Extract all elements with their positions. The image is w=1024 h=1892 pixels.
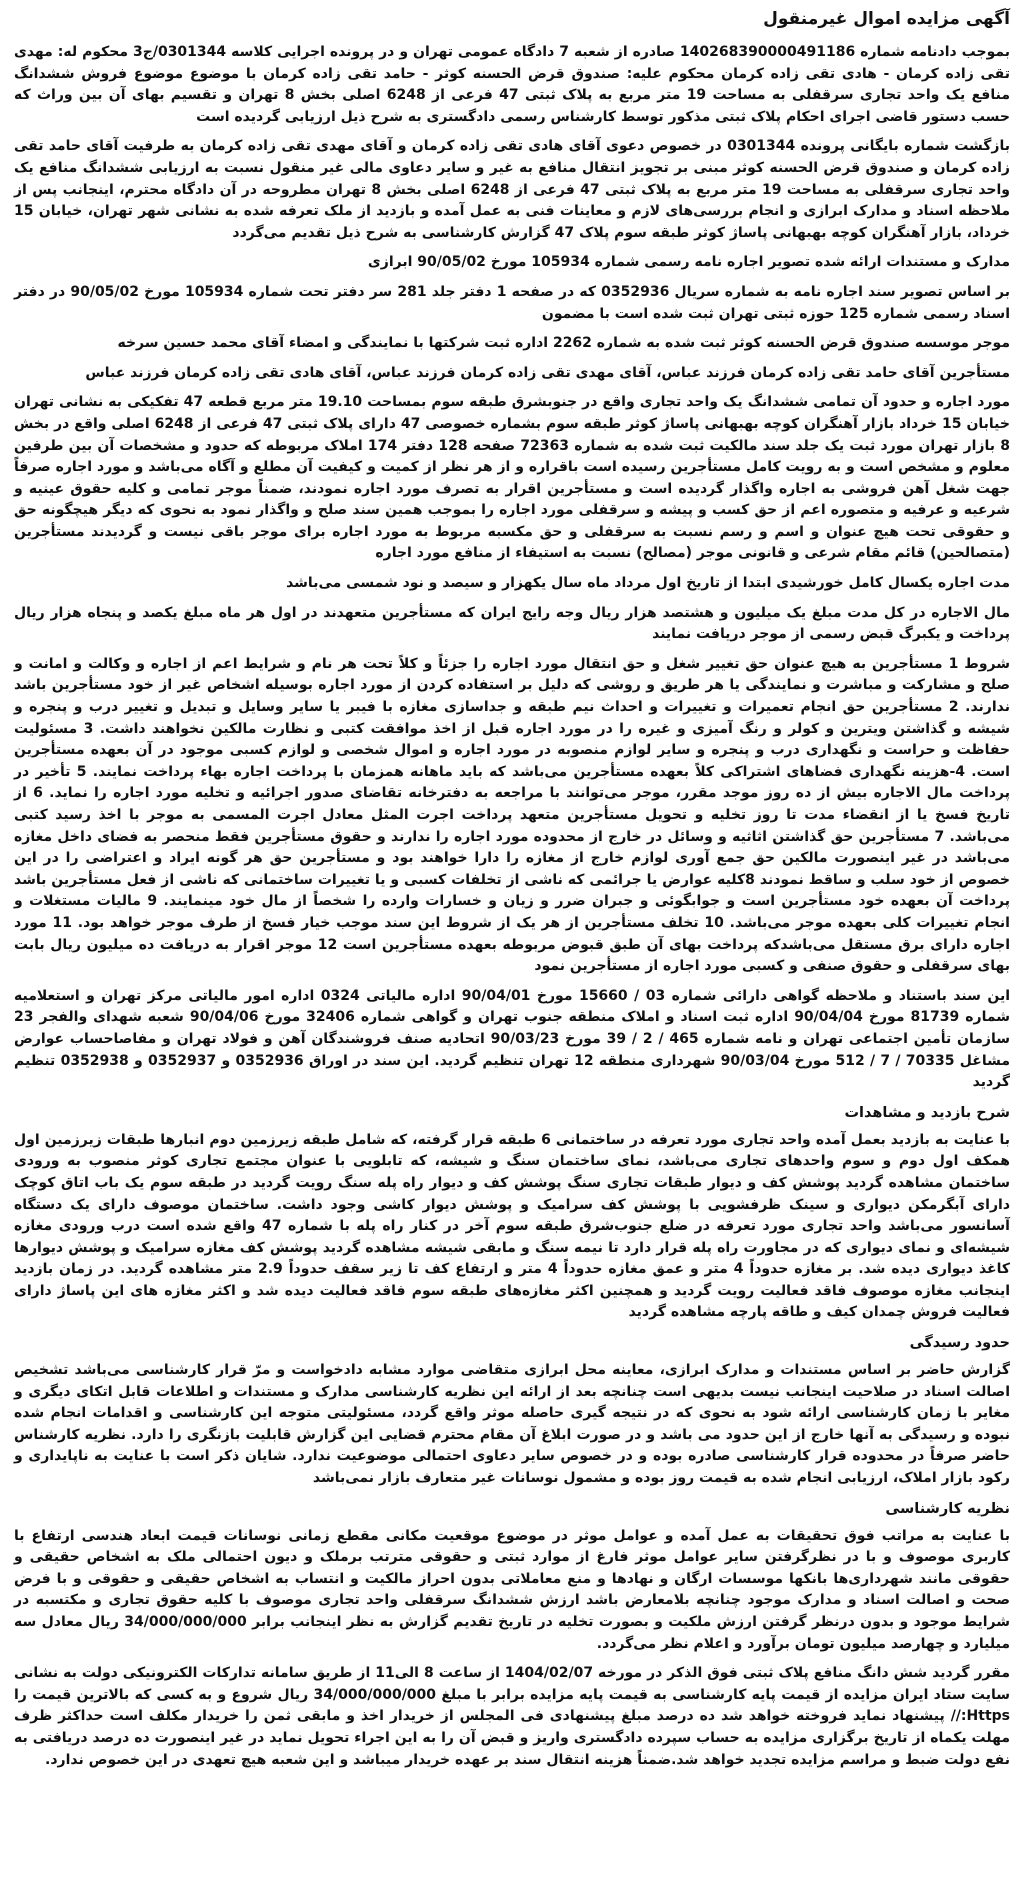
notice-paragraph: با عنایت به بازدید بعمل آمده واحد تجاری مورد تعرفه در ساختمانی 6 طبقه قرار گرفته، که شامل طبقه زیرزمین دوم انبارها طبقات زیرزمین اول همکف اول دوم و سوم واحدهای تجاری می‌باشد، نمای ساختمان سنگ و شیشه، که تابلویی با عنوان مجتمع تجاری کوثر منصوب به ورودی ساختمان مشاهده گردید پوشش کف و دیوار طبقات تجاری سنگ پوشش کف و دیوار راه پله سنگ رویت گردید در طبقه سوم یک باب اتاق کوچک دارای آبگرمکن دیواری و سینک ظرفشویی با پوشش کف سرامیک و پوشش دیوار کاشی وجود داشت. ساختمان موصوف دارای یک دستگاه آسانسور می‌باشد واحد تجاری مورد تعرفه در ضلع جنوب‌شرق طبقه سوم آخر در کنار راه پله با شماره 47 واقع شده است درب ورودی مغازه شیشه‌ای و نمای دیواری که در مجاورت راه پله قرار دارد تا نیمه سنگ و مابقی شیشه مشاهده گردید پوشش کف مغازه سرامیک و پوشش دیوارها کاغذ دیواری دیده شد. بر مغازه حدوداً 4 متر و عمق مغازه حدوداً 4 متر و ارتفاع کف تا زیر سقف حدوداً 2.9 متر مشاهده گردید. در زمان بازدید اینجانب مغازه موصوف فاقد فعالیت رویت گردید و همچنین اکثر مغازه‌های طبقه سوم فاقد فعالیت دیده شد و اکثر مغازه های این پاساژ دارای فعالیت فروش چمدان کیف و طاقه پارچه مشاهده گردید xyxy=(14,1131,1011,1321)
notice-paragraph: بموجب دادنامه شماره 140268390000491186 صادره از شعبه 7 دادگاه عمومی تهران و در پرونده اجرایی کلاسه 0301344/ج3 محکوم له: مهدی تقی زاده کرمان - هادی تقی زاده کرمان محکوم علیه: صندوق قرض الحسنه کوثر - حامد تقی زاده کرمان با موضوع موضوع فروش ششدانگ منافع یک واحد تجاری سرقفلی به مساحت 19 متر مربع به پلاک ثبتی 47 فرعی از 6248 اصلی بخش 8 تهران و تقسیم بهای آن بین وراث که حسب دستور قاضی اجرای احکام پلاک ثبتی مذکور توسط کارشناس رسمی دادگستری به شرح ذیل ارزیابی گردیده است xyxy=(14,44,1011,125)
notice-paragraph: گزارش حاضر بر اساس مستندات و مدارک ابرازی، معاینه محل ابرازی متقاضی موارد مشابه دادخواست و مرّ قرار کارشناسی می‌باشد تشخیص اصالت اسناد در صلاحیت اینجانب نیست بدیهی است چنانچه بعد از ارائه این نظریه کارشناسی مدارک و مستندات و اطلاعات قابل اتکای دیگری و مغایر با زمان کارشناسی ارائه شود به نحوی که در نتیجه گیری حاصله موثر واقع گردد، مسئولیتی متوجه این کارشناسی و اقدامات انجام شده نبوده و رسیدگی به آنها خارج از این حدود می باشد و در صورت ابلاغ آن مقام محترم قضایی این گزارش قابلیت بازنگری را دارد. نظریه کارشناس حاضر صرفاً در محدوده قرار کارشناسی صادره بوده و در خصوص سایر دعاوی احتمالی موضوعیت ندارد. شایان ذکر است با عنایت به ناپایداری و رکود بازار املاک، ارزیابی انجام شده به قیمت روز بوده و مشمول نوسانات غیر متعارف بازار نمی‌باشد xyxy=(14,1362,1010,1487)
section-heading: نظریه کارشناسی xyxy=(885,1500,1010,1517)
notice-paragraph: مدارک و مستندات ارائه شده تصویر اجاره نامه رسمی شماره 105934 مورخ 90/05/02 ابرازی xyxy=(367,254,1010,271)
notice-paragraph: مقرر گردید شش دانگ منافع پلاک ثبتی فوق الذکر در مورخه 1404/02/07 از ساعت 8 الی11 از طریق سامانه تدارکات الکترونیکی دولت به نشانی سایت ستاد ایران مزایده از قیمت پایه کارشناسی به قیمت پایه مزایده برابر با مبلغ 34/000/000/000 ریال شروع و به کسی که بالاترین قیمت را Https:// پیشنهاد نماید فروخته خواهد شد ده درصد مبلغ پیشنهادی فی المجلس از خریدار اخذ و مابقی ثمن را خریدار مکلف است حداکثر ظرف مهلت یکماه از تاریخ برگزاری مزایده به حساب سپرده دادگستری واریز و قبض آن را به این اجراء تحویل نماید در غیر اینصورت ده درصد دریافتی به نفع دولت ضبط و مراسم مزایده تجدید خواهد شد.ضمناً هزینه انتقال سند بر عهده خریدار میباشد و این شعبه هیچ تعهدی در این خصوص ندارد. xyxy=(14,1665,1011,1768)
notice-paragraph: مدت اجاره یکسال کامل خورشیدی ابتدا از تاریخ اول مرداد ماه سال یکهزار و سیصد و نود شمسی می‌باشد xyxy=(286,575,1010,592)
section-heading: حدود رسیدگی xyxy=(909,1335,1010,1352)
notice-paragraph: موجر موسسه صندوق قرض الحسنه کوثر ثبت شده به شماره 2262 اداره ثبت شرکتها با نمایندگی و امضاء آقای محمد حسین سرخه xyxy=(117,335,1010,352)
notice-paragraph: بازگشت شماره بایگانی پرونده 0301344 در خصوص دعوی آقای هادی تقی زاده کرمان و آقای مهدی تقی زاده کرمان به طرفیت آقای حامد تقی زاده کرمان و صندوق قرض الحسنه کوثر مبنی بر تجویز انتقال منافع به غیر و سایر دعاوی مالی غیر منقول نسبت به ارزیابی ششدانگ منافع یک واحد تجاری سرقفلی به مساحت 19 متر مربع به پلاک ثبتی 47 فرعی از 6248 اصلی بخش 8 تهران مطروحه در آن دادگاه محترم، اینجانب پس از ملاحظه اسناد و مدارک ابرازی و انجام بررسی‌های لازم و معاینات فنی به عمل آمده و بازدید از ملک تعرفه شده به نشانی شهر تهران، خیابان 15 خرداد، بازار آهنگران کوچه بهبهانی پاساژ کوثر طبقه سوم پلاک 47 گزارش کارشناسی به شرح ذیل تقدیم می‌گردد xyxy=(14,138,1011,241)
notice-paragraph: مورد اجاره و حدود آن تمامی ششدانگ یک واحد تجاری واقع در جنوبشرق طبقه سوم بمساحت 19.10 متر مربع قطعه 47 تفکیکی به نشانی تهران خیابان 15 خرداد بازار آهنگران کوچه بهبهانی پاساژ کوثر طبقه سوم بشماره خصوصی 47 دارای پلاک ثبتی 47 فرعی از 6248 اصلی واقع در بخش 8 بازار تهران مورد ثبت یک جلد سند مالکیت ثبت شده به شماره 72363 صفحه 128 دفتر 174 املاک مربوطه که حدود و مشخصات آن بین طرفین معلوم و مشخص است و به رویت کامل مستأجرین رسیده است باقراره و از هر نظر از کمیت و کیفیت آن مطلع و آگاه می‌باشد و مورد اجاره صرفاً جهت شغل آهن فروشی به اجاره واگذار گردیده است و مستأجرین اقرار به تصرف مورد اجاره نمودند، ضمناً موجر تمامی و کلیه حقوق عینیه و شرعیه و عرفیه و متصوره اعم از حق کسب و پیشه و سرقفلی مورد اجاره را بموجب همین سند صلح و واگذار نمود به نحوی که دیگر هیچگونه حق و حقوقی تحت هیچ عنوان و اسم و رسم نسبت به سرقفلی و حق مکسبه مربوط به مورد اجاره برای موجر باقی نیست و گردیدند مستأجرین (متصالحین) قائم مقام شرعی و قانونی موجر (مصالح) نسبت به استیفاء از منافع مورد اجاره xyxy=(14,394,1010,562)
section-heading: شرح بازدید و مشاهدات xyxy=(844,1104,1010,1121)
notice-paragraph: شروط 1 مستأجرین به هیچ عنوان حق تغییر شغل و حق انتقال مورد اجاره را جزئاً و کلاً تحت هر نام و شرایط اعم از اجاره و وکالت و امانت و صلح و مشارکت و مباشرت و نمایندگی یا هر طریق و روشی که دلیل بر استفاده کردن از مورد اجاره بوسیله اشخاص غیر از خود مستأجرین باشد ندارند. 2 مستأجرین حق انجام تعمیرات و تغییرات و احداث نیم طبقه و جداسازی مغازه با فیبر یا سایر وسایل و تبدیل و تغییر درب و پنجره و شیشه و گذاشتن ویترین و کولر و رنگ آمیزی و غیره را در مورد اجاره قبل از اخذ موافقت کتبی و نظارت مالکین نخواهند داشت. 3 مسئولیت حفاظت و حراست و نگهداری درب و پنجره و سایر لوازم منصوبه در مورد اجاره و اموال شخصی و لوازم کسبی موجود در آن بعهده مستأجرین است. 4-هزینه نگهداری فضاهای اشتراکی کلاً بعهده مستأجرین می‌باشد که باید ماهانه همزمان با پرداخت اجاره بهاء پرداخت نمایند. 5 تأخیر در پرداخت مال الاجاره بیش از ده روز موجد مقرر، موجر می‌توانند با مراجعه به دفترخانه تقاضای صدور اجرائیه و تخلیه مورد اجاره را نماید. 6 از تاریخ فسخ یا از انقضاء مدت تا روز تخلیه و تحویل مستأجرین متعهد پرداخت اجرت المثل معادل اجرت المسمی به موجر با اخذ رسید کتبی می‌باشد. 7 مستأجرین حق گذاشتن اثاثیه و وسائل در خارج از محدوده مورد اجاره را ندارند و حقوق مستأجرین فقط منحصر به فضای داخل مغازه می‌باشد در غیر اینصورت مالکین حق جمع آوری لوازم خارج از مغازه را دارا خواهند بود و مستأجرین حق هر گونه ایراد و اعتراضی را در این خصوص از خود سلب و ساقط نمودند 8کلیه عوارض یا جرائمی که ناشی از تخلفات کسبی و یا تغییرات ساختمانی که ناشی از فعل مستأجرین باشد پرداخت آن بعهده خود مستأجرین است و جوابگوئی و جبران ضرر و زیان و خسارات وارده را شخصاً از مال خود مینمایند. 9 مالیات مستغلات و انجام تغییرات کلی بعهده موجر می‌باشد. 10 تخلف مستأجرین از هر یک از شروط این سند موجب خیار فسخ از طرف موجر خواهد بود. 11 مورد اجاره دارای برق مستقل می‌باشدکه پرداخت بهای آن طبق قبوض مربوطه بعهده مستأجرین است 12 موجر اقرار به دریافت ده میلیون ریال بابت بهای سرقفلی و حقوق صنفی و کسبی مورد اجاره از مستأجرین نمود xyxy=(14,655,1011,975)
notice-title: آگهی مزایده اموال غیرمنقول xyxy=(763,9,1010,29)
notice-body xyxy=(14,42,1010,1771)
notice-paragraph: این سند باستناد و ملاحظه گواهی دارائی شماره 03 / 15660 مورخ 90/04/01 اداره مالیاتی 0324 اداره امور مالیاتی مرکز تهران و استعلامیه شماره 81739 مورخ 90/04/04 اداره ثبت اسناد و املاک منطقه جنوب تهران و گواهی شماره 32406 مورخ 90/04/06 شعبه شهدای والفجر 23 سازمان تأمین اجتماعی تهران و نامه شماره 465 / 2 / 39 مورخ 90/03/23 اتحادیه صنف فروشندگان آهن و فولاد تهران و مفاصاحساب عوارض مشاغل 70335 / 7 / 512 مورخ 90/03/04 شهرداری منطقه 12 تهران تنظیم گردید. این سند در اوراق 0352936 و 0352937 و 0352938 تنظیم گردید xyxy=(14,987,1011,1091)
notice-paragraph: مستأجرین آقای حامد تقی زاده کرمان فرزند عباس، آقای مهدی تقی زاده کرمان فرزند عباس، آقای هادی تقی زاده کرمان فرزند عباس xyxy=(85,364,1010,381)
notice-paragraph: با عنایت به مراتب فوق تحقیقات به عمل آمده و عوامل موثر در موضوع موقعیت مکانی مقطع زمانی نوسانات قیمت ابعاد هندسی ارتفاع با کاربری موصوف و با در نظرگرفتن سایر عوامل موثر فارغ از موارد ثبتی و حقوقی مترتب برملک و دیون احتمالی ملک به اشخاص حقیقی و حقوقی مانند شهرداری‌ها بانکها موسسات ارگان و نهادها و منع معاملاتی بدون احراز مالکیت و انتساب به اشخاص حقیقی و حقوقی و با فرض صحت و اصالت اسناد و مدارک موجود چنانچه بلامعارض باشد ارزش ششدانگ سرقفلی واحد تجاری موصوف با کلیه حقوق تجاری و مکتسبه در شرایط موجود و بدون درنظر گرفتن ارزش ملکیت و بصورت تخلیه در تاریخ تقدیم گزارش به نظر اینجانب برابر 34/000/000/000 ریال معادل سه میلیارد و چهارصد میلیون تومان برآورد و اعلام نظر می‌گردد. xyxy=(14,1527,1010,1652)
notice-paragraph: مال الاجاره در کل مدت مبلغ یک میلیون و هشتصد هزار ریال وجه رایج ایران که مستأجرین متعهدند در اول هر ماه مبلغ یکصد و پنجاه هزار ریال پرداخت و یکبرگ قبض رسمی از موجر دریافت نمایند xyxy=(14,604,1010,643)
notice-paragraph: بر اساس تصویر سند اجاره نامه به شماره سریال 0352936 که در صفحه 1 دفتر جلد 281 سر دفتر تحت شماره 105934 مورخ 90/05/02 در دفتر اسناد رسمی شماره 125 حوزه ثبتی تهران ثبت شده است با مضمون xyxy=(14,283,1010,322)
